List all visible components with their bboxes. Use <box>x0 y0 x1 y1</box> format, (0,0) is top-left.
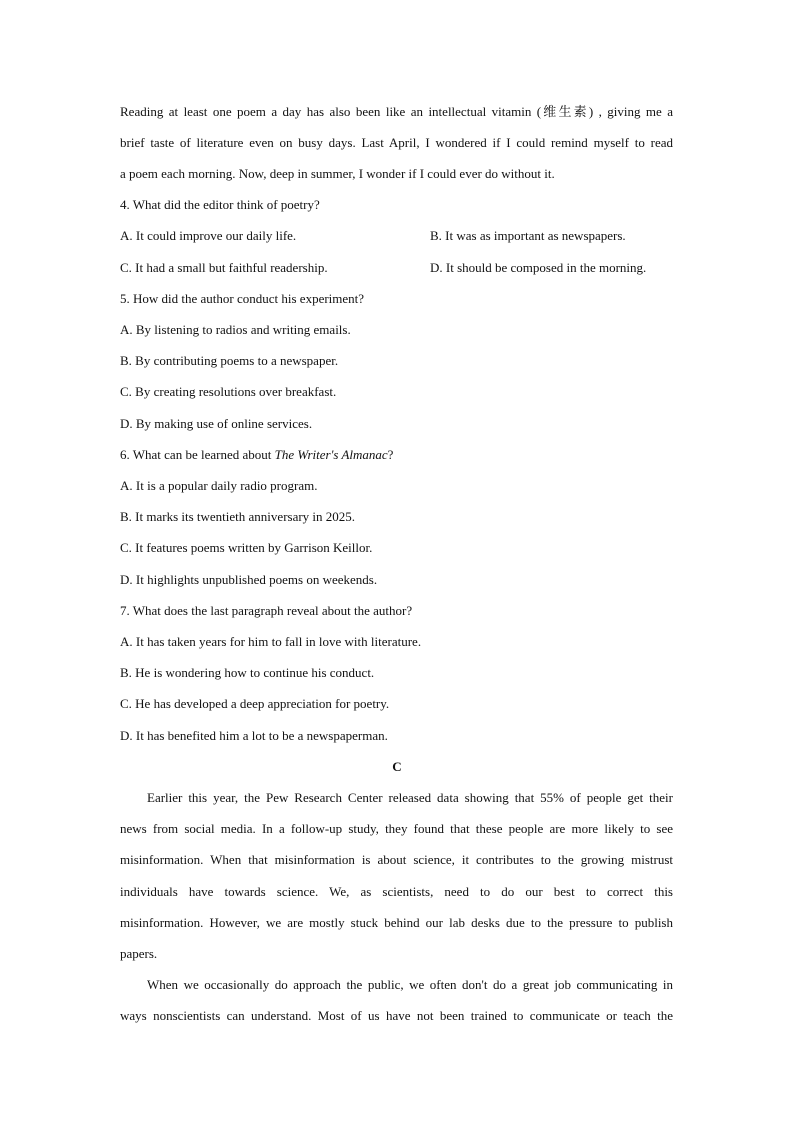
q6-option-c: C. It features poems written by Garrison Keillor. <box>120 540 373 555</box>
intro-line-2: brief taste of literature even on busy days. Last April, I wondered if I could remind myself to read <box>120 135 673 150</box>
question-4-stem: 4. What did the editor think of poetry? <box>120 197 320 212</box>
q6-option-a: A. It is a popular daily radio program. <box>120 478 318 493</box>
section-c-p1-line-4: individuals have towards science. We, as scientists, need to do our best to correct this <box>120 884 673 899</box>
q5-option-a: A. By listening to radios and writing emails. <box>120 322 351 337</box>
q5-option-d: D. By making use of online services. <box>120 416 313 431</box>
intro-line-1: Reading at least one poem a day has also been like an intellectual vitamin (维生素) , giving me a <box>120 104 673 119</box>
q7-option-d: D. It has benefited him a lot to be a newspaperman. <box>120 728 388 743</box>
section-c-p1-line-6: papers. <box>120 946 158 961</box>
section-heading: C <box>392 759 402 774</box>
section-c-p1-line-2: news from social media. In a follow-up study, they found that these people are more likely to see <box>120 821 673 836</box>
section-c-p1-line-1: Earlier this year, the Pew Research Center released data showing that 55% of people get their <box>147 790 673 805</box>
question-6-stem <box>120 447 680 463</box>
q6-option-d: D. It highlights unpublished poems on weekends. <box>120 572 378 587</box>
question-5-stem: 5. How did the author conduct his experiment? <box>120 291 365 306</box>
intro-line-3: a poem each morning. Now, deep in summer, I wonder if I could ever do without it. <box>120 166 555 181</box>
q5-option-b: B. By contributing poems to a newspaper. <box>120 353 339 368</box>
q4-option-b: B. It was as important as newspapers. <box>430 228 626 243</box>
section-c-p1-line-3: misinformation. When that misinformation is about science, it contributes to the growing mistrust <box>120 852 673 867</box>
section-c-p1-line-5: misinformation. However, we are mostly stuck behind our lab desks due to the pressure to publish <box>120 915 673 930</box>
q6-stem-title: The Writer's Almanac <box>274 447 388 462</box>
q6-option-b: B. It marks its twentieth anniversary in 2025. <box>120 509 356 524</box>
q4-option-c: C. It had a small but faithful readership. <box>120 260 328 275</box>
q4-option-d: D. It should be composed in the morning. <box>430 260 647 275</box>
section-c-p2-line-1: When we occasionally do approach the public, we often don't do a great job communicating in <box>147 977 673 992</box>
q6-stem-before: 6. What can be learned about <box>120 447 275 462</box>
q4-option-a: A. It could improve our daily life. <box>120 228 297 243</box>
question-7-stem: 7. What does the last paragraph reveal about the author? <box>120 603 413 618</box>
q7-option-b: B. He is wondering how to continue his conduct. <box>120 665 375 680</box>
section-c-p2-line-2: ways nonscientists can understand. Most of us have not been trained to communicate or teach the <box>120 1008 673 1023</box>
q7-option-c: C. He has developed a deep appreciation for poetry. <box>120 696 390 711</box>
q7-option-a: A. It has taken years for him to fall in love with literature. <box>120 634 422 649</box>
q5-option-c: C. By creating resolutions over breakfast. <box>120 384 337 399</box>
q6-stem-after: ? <box>387 447 394 462</box>
